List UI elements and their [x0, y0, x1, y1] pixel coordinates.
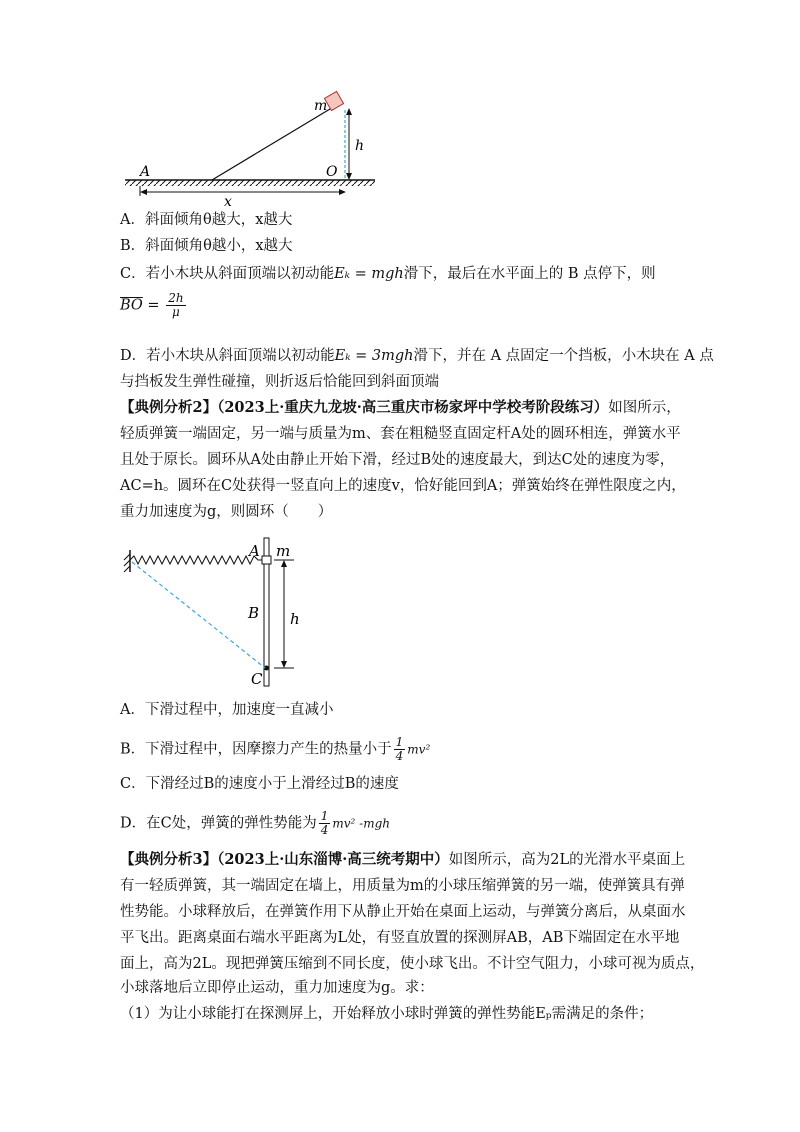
q2-option-b-text: B．下滑过程中，因摩擦力产生的热量小于	[120, 741, 392, 758]
q2-head-tail: 如图所示，	[608, 400, 681, 416]
fraction-1-4	[319, 810, 331, 837]
q3-line5: 小球落地后立即停止运动，重力加速度为g。求：	[120, 980, 434, 996]
q2-option-a: A．下滑过程中，加速度一直减小	[120, 702, 334, 718]
frac-num: 2h	[168, 291, 184, 305]
q3-heading	[120, 850, 685, 870]
q1-option-d-text1: D．若小木块从斜面顶端以初动能	[120, 348, 335, 364]
q2-option-b	[120, 736, 430, 763]
spring	[130, 556, 264, 564]
q1-option-c-text2: 滑下，最后在水平面上的 B 点停下，则	[403, 266, 656, 282]
q3-line3: 平飞出。距离桌面右端水平距离为L处，有竖直放置的探测屏AB，AB下端固定在水平地	[120, 930, 680, 946]
dashed-spring-line	[132, 562, 265, 668]
q2-line2: 且处于原长。圆环从A处由静止开始下滑，经过B处的速度最大，到达C处的速度为零，	[120, 452, 675, 468]
q1-option-d-cont: 与挡板发生弹性碰撞，则折返后恰能回到斜面顶端	[120, 374, 439, 390]
q3-head-tail: 如图所示，高为2L的光滑水平桌面上	[448, 852, 686, 868]
ring	[262, 556, 271, 564]
fraction-2h-mu	[166, 292, 185, 319]
label-h: h	[355, 138, 365, 154]
q2-option-d-text: D．在C处，弹簧的弹性势能为	[120, 815, 317, 832]
q3-line1: 有一轻质弹簧，其一端固定在墙上，用质量为m的小球压缩弹簧的另一端，使弹簧具有弹	[120, 878, 685, 894]
q3-line4: 面上，高为2L。现把弹簧压缩到不同长度，使小球飞出。不计空气阻力，小球可视为质点，	[120, 956, 705, 972]
frac-den: μ	[171, 305, 180, 319]
wood-block	[324, 91, 343, 110]
incline-diagram	[120, 88, 380, 208]
label-x: x	[224, 194, 232, 208]
q2-head-bold: 【典例分析2】（2023上·重庆九龙坡·高三重庆市杨家坪中学校考阶段练习）	[120, 399, 609, 416]
label-h2: h	[290, 610, 300, 628]
q1-option-c-formula	[120, 292, 188, 319]
q2-option-d	[120, 810, 390, 837]
q1-option-b: B．斜面倾角θ越小，x越大	[120, 238, 293, 254]
label-B2: B	[248, 604, 260, 622]
frac-num: 1	[395, 735, 404, 749]
label-m2: m	[276, 542, 291, 560]
q1-option-a: A．斜面倾角θ越大，x越大	[120, 212, 293, 228]
equals-sign: =	[142, 297, 165, 314]
q2-line1: 轻质弹簧一端固定，另一端与质量为m、套在粗糙竖直固定杆A处的圆环相连，弹簧水平	[120, 426, 681, 442]
frac-den: 4	[320, 823, 329, 837]
fraction-1-4	[394, 736, 406, 763]
bo-segment: $\overline{BO}$	[120, 297, 143, 314]
q3-line2: 性势能。小球释放后，在弹簧作用下从静止开始在桌面上运动，与弹簧分离后，从桌面水	[120, 904, 686, 920]
ground-hatch	[125, 180, 375, 186]
label-m: m	[314, 98, 328, 114]
q3-head-bold: 【典例分析3】（2023上·山东淄博·高三统考期中）	[120, 851, 449, 868]
q2-option-b-formula: mv²	[407, 742, 431, 757]
q1-option-d	[120, 346, 714, 366]
q1-option-c	[120, 264, 656, 284]
q2-option-d-formula: mv² -mgh	[332, 816, 391, 831]
q2-line4: 重力加速度为g，则圆环（ ）	[120, 504, 333, 520]
q1-option-c-ek: Eₖ = mgh	[334, 266, 404, 282]
q2-line3: AC=h。圆环在C处获得一竖直向上的速度v，恰好能回到A；弹簧始终在弹性限度之内，	[120, 478, 686, 494]
spring-rod-diagram	[118, 532, 318, 692]
q1-option-d-text2: 滑下，并在 A 点固定一个挡板，小木块在 A 点	[413, 348, 714, 364]
label-A2: A	[249, 542, 260, 560]
frac-den: 4	[395, 749, 404, 763]
label-A: A	[140, 164, 151, 180]
q1-option-d-ek: Eₖ = 3mgh	[334, 348, 414, 364]
label-C2: C	[251, 670, 263, 688]
q2-option-c: C．下滑经过B的速度小于上滑经过B的速度	[120, 776, 399, 792]
q1-option-c-text1: C．若小木块从斜面顶端以初动能	[120, 266, 335, 282]
incline-line	[212, 106, 335, 180]
frac-num: 1	[320, 809, 329, 823]
q2-heading	[120, 398, 681, 418]
label-O: O	[326, 164, 338, 180]
q3-line6: （1）为让小球能打在探测屏上，开始释放小球时弹簧的弹性势能Eₚ需满足的条件；	[120, 1006, 654, 1022]
